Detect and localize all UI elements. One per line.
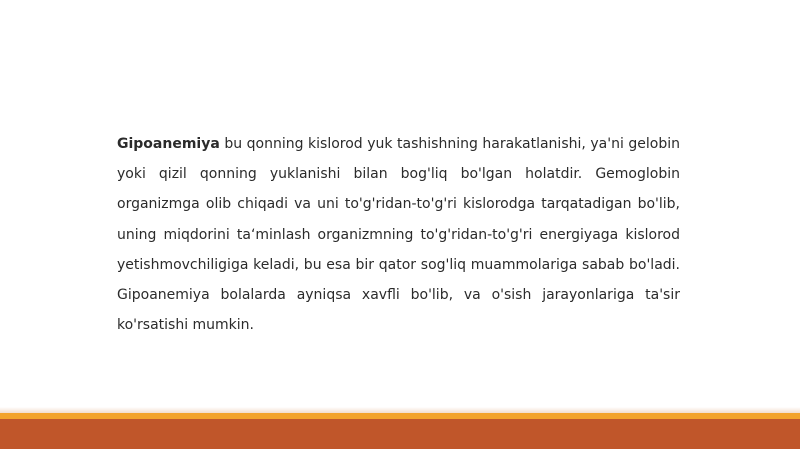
body-paragraph	[117, 129, 680, 340]
highlighted-term: Gipoanemiya	[117, 136, 220, 152]
paragraph-text: bu qonning kislorod yuk tashishning harakatlanishi, ya'ni gelobin yoki qizil qonning yuklanishi bilan bog'liq bo'lgan holatdir. Gemoglobin organizmga olib chiqadi va uni to'g'ridan-to'g'ri kislorodga tarqatadigan bo'lib, uning miqdorini ta‘minlash organizmning to'g'ridan-to'g'ri energiyaga kislorod yetishmovchiligiga keladi, bu esa bir qator sog'liq muammolariga sabab bo'ladi. Gipoanemiya bolalarda ayniqsa xavfli bo'lib, va o'sish jarayonlariga ta'sir ko'rsatishi mumkin.	[117, 136, 680, 334]
footer-bar	[0, 419, 800, 449]
